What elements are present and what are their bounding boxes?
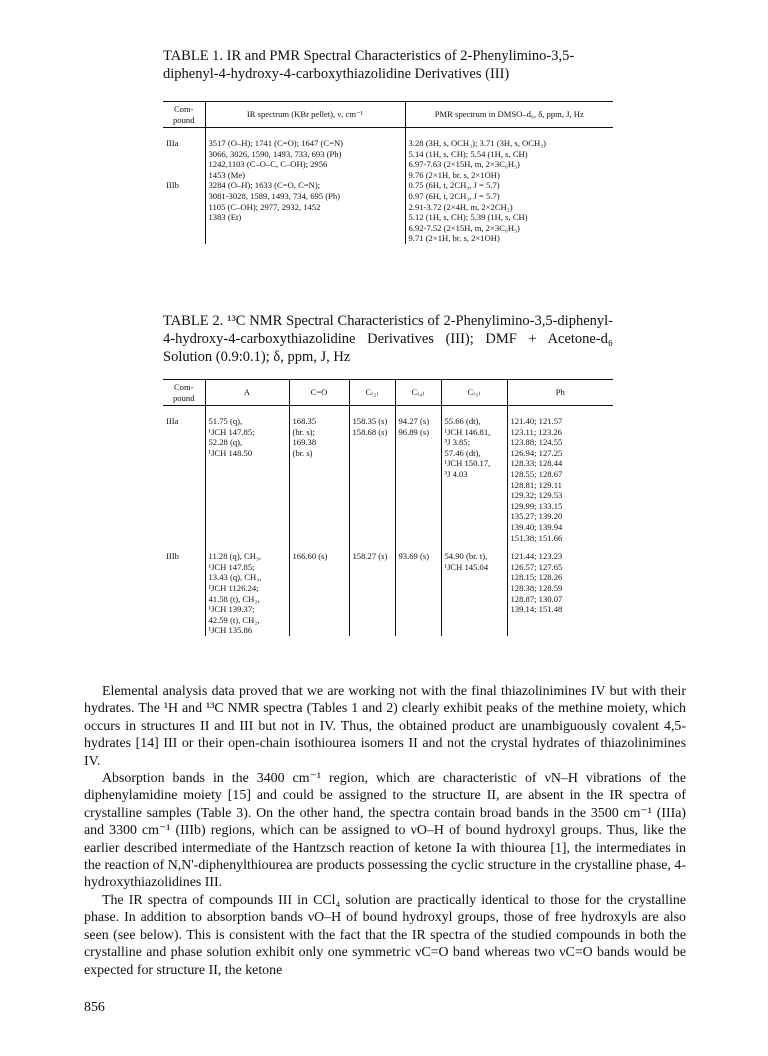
table1-cell-compound: IIIa (166, 138, 179, 148)
table1 (163, 101, 613, 244)
table2-header-compound: Com- pound (163, 380, 205, 406)
paragraph: Absorption bands in the 3400 cm⁻¹ region, which are characteristic of νN–H vibrations of the diphenylamidine moiety [15] and could be assigned to the structure II, are absent in the IR spectra of crystalline samples (Table 3). On the other hand, the spectra contain broad bands in the 3500 cm⁻¹ (IIIa) and 3300 cm⁻¹ (IIIb) regions, which can be assigned to νO–H of bound hydroxyl groups. Thus, like the earlier described intermediate of the Hantzsch reaction of ketone Ia with thiourea [1], the intermediates in the reaction of N,N'-diphenylthiourea are products possessing the cyclic structure in the crystalline phase, 4-hydroxythiazolidines III. (84, 771, 686, 891)
table2-header-ph: Ph (507, 380, 613, 406)
table2-cell-c4: 94.27 (s) 96.89 (s) (395, 416, 441, 543)
table2-header-a: A (205, 380, 289, 406)
table2-header-c4: C₍₄₎ (395, 380, 441, 406)
table2-header-c5: C₍₅₎ (441, 380, 507, 406)
table2-cell-co: 166.60 (s) (289, 551, 349, 636)
table1-cell-compound: IIIb (166, 180, 179, 191)
table-row (163, 551, 613, 636)
table2-cell-ph: 121.44; 123.23 126.57; 127.65 128.15; 128.26 128.38; 128.59 128.87; 130.07 139.14; 151.48 (507, 551, 613, 636)
table2-cell-c5: 55.66 (dt), ¹JCH 146.81, ³J 3.85; 57.46 (dt), ¹JCH 150.17, ³J 4.03 (441, 416, 507, 543)
table2-header-co: C=O (289, 380, 349, 406)
table2-header-c2: C₍₂₎ (349, 380, 395, 406)
table2-cell-c2: 158.27 (s) (349, 551, 395, 636)
table2-cell-compound: IIIa (166, 416, 179, 426)
table2-cell-c5: 54.90 (br. t), ¹JCH 145.04 (441, 551, 507, 636)
paragraph: The IR spectra of compounds III in CCl₄ solution are practically identical to those for the crystalline phase. In addition to absorption bands νO–H of bound hydroxyl groups, those of free hydroxyls are also seen (see below). This is consistent with the fact that the IR spectra of the studied compounds in both the crystalline and phase solution exhibit only one symmetric νC=O band whereas two νC=O bands would be expected for structure II, the ketone (84, 892, 686, 978)
table1-cell-pmr: 0.75 (6H, t, 2CH₃, J = 5.7) 0.97 (6H, t, 2CH₃, J = 5.7) 2.91-3.72 (2×4H, m, 2×2CH₂) 5.12 (1H, s, CH); 5.39 (1H, s, CH) 6.92-7.52 (2×15H, m, 2×3C₆H₅) 9.71 (2×1H, br. s, 2×1OH) (405, 180, 613, 244)
table2-cell-ph: 121.40; 121.57 123.11; 123.26 123.88; 124.55 126.94; 127.25 128.33; 128.44 128.55; 128.67 128.81; 129.11 129.32; 129.53 129.99; 133.15 135.27; 139.20 139.40; 139.94 151.38; 151.66 (507, 416, 613, 543)
table1-cell-pmr: 3.28 (3H, s, OCH₃); 3.71 (3H, s, OCH₃) 5.14 (1H, s, CH); 5.54 (1H, s, CH) 6.97-7.63 (2×15H, m, 2×3C₆H₅) 9.76 (2×1H, br. s, 2×1OH) (405, 138, 613, 180)
table1-header-ir: IR spectrum (KBr pellet), ν, cm⁻¹ (205, 102, 405, 128)
body-text (84, 683, 686, 979)
table1-cell-ir: 3517 (O–H); 1741 (C=O); 1647 (C=N) 3066, 3026, 1590, 1493, 733, 693 (Ph) 1242,1103 (C–O–C, C–OH); 2956 1453 (Me) (205, 138, 405, 180)
table1-header-pmr: PMR spectrum in DMSO–d₆, δ, ppm, J, Hz (405, 102, 613, 128)
table2-caption: TABLE 2. ¹³C NMR Spectral Characteristics of 2-Phenylimino-3,5-diphenyl-4-hydroxy-4-carboxythiazolidine Derivatives (III); DMF + Acetone-d₆ Solution (0.9:0.1); δ, ppm, J, Hz (163, 313, 613, 365)
table2-cell-compound: IIIb (166, 551, 179, 562)
table1-caption: TABLE 1. IR and PMR Spectral Characteristics of 2-Phenylimino-3,5-diphenyl-4-hydroxy-4-carboxythiazolidine Derivatives (III) (163, 48, 575, 82)
table-row (163, 180, 613, 244)
table1-cell-ir: 3284 (O–H); 1633 (C=O, C=N); 3081-3028, 1589, 1493, 734, 695 (Ph) 1105 (C–OH); 2977, 2932, 1452 1383 (Et) (205, 180, 405, 244)
table2-cell-c4: 93.69 (s) (395, 551, 441, 636)
table2-cell-c2: 158.35 (s) 158.68 (s) (349, 416, 395, 543)
table2 (163, 379, 613, 636)
table-row (163, 416, 613, 543)
page-number: 856 (84, 1000, 105, 1015)
table2-cell-a: 51.75 (q), ¹JCH 147.85; 52.28 (q), ¹JCH 148.50 (205, 416, 289, 543)
table2-cell-a: 11.28 (q), CH₃, ¹JCH 147.85; 13.43 (q), CH₃, ¹JCH 1126.24; 41.58 (t), CH₂, ¹JCH 139.37; 42.59 (t), CH₂, ¹JCH 135.86 (205, 551, 289, 636)
table1-header-compound: Com- pound (163, 102, 205, 128)
table-row (163, 138, 613, 180)
paragraph: Elemental analysis data proved that we are working not with the final thiazolinimines IV but with their hydrates. The ¹H and ¹³C NMR spectra (Tables 1 and 2) clearly exhibit peaks of the methine moiety, which occurs in structures II and III but not in IV. Thus, the obtained product are unambiguously covalent 4,5-hydrates [14] III or their open-chain isothiourea isomers II and not the crystal hydrates of thiazolinimines IV. (84, 684, 686, 769)
table2-cell-co: 168.35 (br. s); 169.38 (br. s) (289, 416, 349, 543)
